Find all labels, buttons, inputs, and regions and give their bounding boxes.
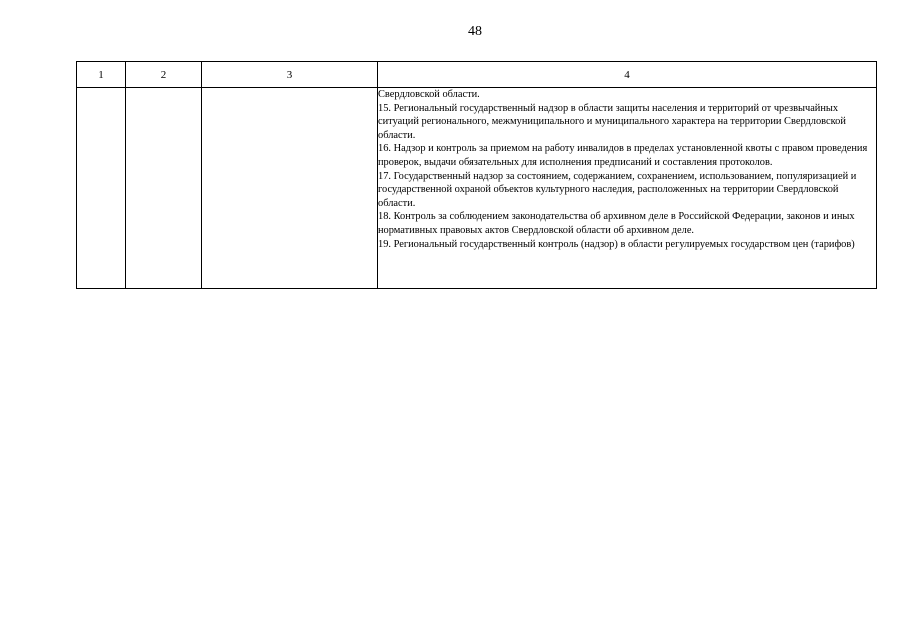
cell-text-line: 19. Региональный государственный контроль (надзор) в области регулируемых государством цен (тарифов) (378, 238, 855, 250)
cell-col-1 (77, 88, 126, 289)
cell-text-line: 17. Государственный надзор за состоянием, содержанием, сохранением, использованием, популяризацией и государственной охраной объектов культурного наследия, расположенных на территории Свердловской области. (378, 170, 857, 209)
column-header-4: 4 (378, 62, 877, 88)
page-number: 48 (468, 24, 482, 39)
column-header-3: 3 (202, 62, 378, 88)
table-row (77, 88, 877, 289)
document-table (76, 61, 877, 289)
cell-col-3 (202, 88, 378, 289)
column-header-2: 2 (126, 62, 202, 88)
column-header-1: 1 (77, 62, 126, 88)
cell-text-line: 18. Контроль за соблюдением законодательства об архивном деле в Российской Федерации, законов и иных нормативных правовых актов Свердловской области об архивном деле. (378, 211, 855, 236)
cell-col-4 (378, 88, 877, 289)
cell-text-line: 15. Региональный государственный надзор в области защиты населения и территорий от чрезвычайных ситуаций регионального, межмуниципального и муниципального характера на территории Свердловской области. (378, 102, 846, 141)
cell-text-line: Свердловской области. (378, 89, 480, 100)
table-header-row (77, 62, 877, 88)
cell-col-2 (126, 88, 202, 289)
cell-text-line: 16. Надзор и контроль за приемом на работу инвалидов в пределах установленной квоты с правом проведения проверок, выдачи обязательных для исполнения предписаний и составления протоколов. (378, 143, 868, 168)
